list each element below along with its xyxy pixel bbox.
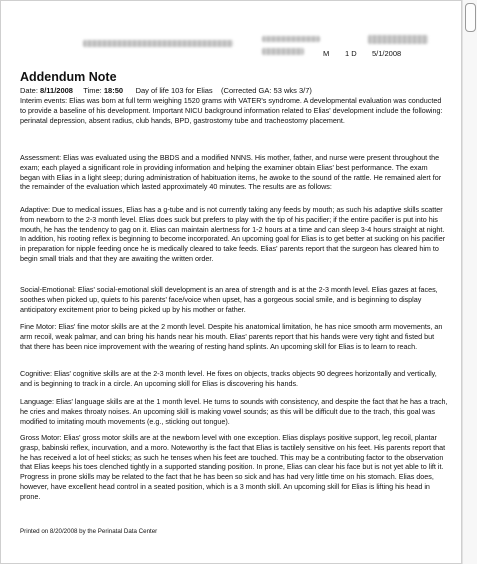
redacted-name (83, 40, 233, 47)
redacted-dob (262, 48, 304, 55)
printed-footer: Printed on 8/20/2008 by the Perinatal Data Center (20, 528, 158, 535)
age-value: 1 D (345, 49, 357, 58)
date-value: 8/11/2008 (40, 86, 73, 95)
scrollbar-thumb[interactable] (465, 3, 476, 32)
language-paragraph: Language: Elias' language skills are at the 1 month level. He turns to sounds with consistency, and despite the fact that he has a trach, he cries and makes throaty noises. An upcoming skill is making vowel sounds; as this will be difficult due to the trach, this goal was modified to imitating mouth movements (e.g., sticking out tongue). (20, 397, 448, 426)
vertical-scrollbar[interactable] (462, 0, 477, 564)
time-value: 18:50 (103, 86, 124, 95)
cognitive-paragraph: Cognitive: Elias' cognitive skills are at the 2-3 month level. He fixes on objects, tracks objects 90 degrees horizontally and vertically, and is beginning to track in a circle. An upcoming skill for Elias is discovering his hands. (20, 369, 437, 388)
adaptive-paragraph: Adaptive: Due to medical issues, Elias has a g-tube and is not currently taking any feeds by mouth; as such his adaptive skills scatter from newborn to the 2-3 month level. Elias does suck but prefers to play with the tip of his pacifier; if the entire pacifier is put into his mouth, he has the tendency to gag on it. Elias can maintain alertness for 1-2 hours at a time and can sleep 3-4 hours straight at night. In addition, his rooting reflex is beginning to become incorporated. An upcoming goal for Elias is to get better at sucking on his pacifier in preparation for nipple feeding once he is medically cleared to take feeds. Elias' parents report that the surgeon has cleared him to begin small trials and that they are awaiting the written order. (20, 205, 446, 263)
sex-value: M (323, 49, 330, 58)
assessment-paragraph: Assessment: Elias was evaluated using the BBDS and a modified NNNS. His mother, father, and nurse were present throughout the exam; each played a significant role in providing information and helping the examiner obtain Elias' best performance. The exam began with Elias in a light sleep; during administration of habituation items, he awoke to the sound of the rattle. He remained alert for the remainder of the evaluation which lasted approximately 40 minutes. The results are as follows: (20, 153, 442, 192)
social-emotional-paragraph: Social-Emotional: Elias' social-emotional skill development is an area of strength and is at the 2-3 month level. Elias gazes at faces, soothes when picked up, quiets to his parents' face/voice when upset, has a gorgeous social smile, and is beginning to display anticipatory excitement prior to being picked up by his mother or father. (20, 285, 438, 314)
page-title: Addendum Note (20, 70, 117, 84)
header-date: 5/1/2008 (372, 49, 402, 58)
date-label: Date: (20, 86, 38, 95)
time-label: Time: (83, 86, 102, 95)
redacted-id (262, 36, 320, 42)
interim-events-paragraph: Interim events: Elias was born at full term weighing 1520 grams with VATER's syndrome. A developmental evaluation was conducted to provide a baseline of his development. Important NICU background information related to Elias' development include the following: perinatal depression, absent radius, club hands, BPD, gastrostomy tube and tracheostomy placement. (20, 96, 443, 125)
corrected-ga: (Corrected GA: 53 wks 3/7) (221, 86, 312, 95)
date-line (20, 86, 312, 95)
fine-motor-paragraph: Fine Motor: Elias' fine motor skills are at the 2 month level. Despite his anatomical limitation, he has nice smooth arm movements, an arm recoil, weak palmar, and can bring his hands near his mouth. Elias' parents report that his hands were very tight and fisted but that there has been nice improvement with the wearing of resting hand splints. An upcoming skill for Elias is to learn to reach. (20, 322, 443, 351)
redacted-mrn (368, 35, 428, 44)
gross-motor-paragraph: Gross Motor: Elias' gross motor skills are at the newborn level with one exception. Elias displays positive support, leg recoil, plantar grasp, babinski reflex, incurvation, and a moro. Noteworthy is the fact that Elias is tactilely sensitive on his feet. His parents report that he has received a lot of heel sticks; as such he tenses when his feet are touched. This may be a contributing factor to the observation that Elias keeps his toes clenched tightly in a supported standing position. In prone, Elias can clear his face but is not yet able to lift it. Progress in prone skills may be related to the fact that he has been so sick and has had very little time on his stomach. Elias does, however, have excellent head control in a seated position, which is a 3 month skill. An upcoming skill for Elias is lifting his head in prone. (20, 433, 446, 501)
day-of-life: Day of life 103 for Elias (135, 86, 213, 95)
